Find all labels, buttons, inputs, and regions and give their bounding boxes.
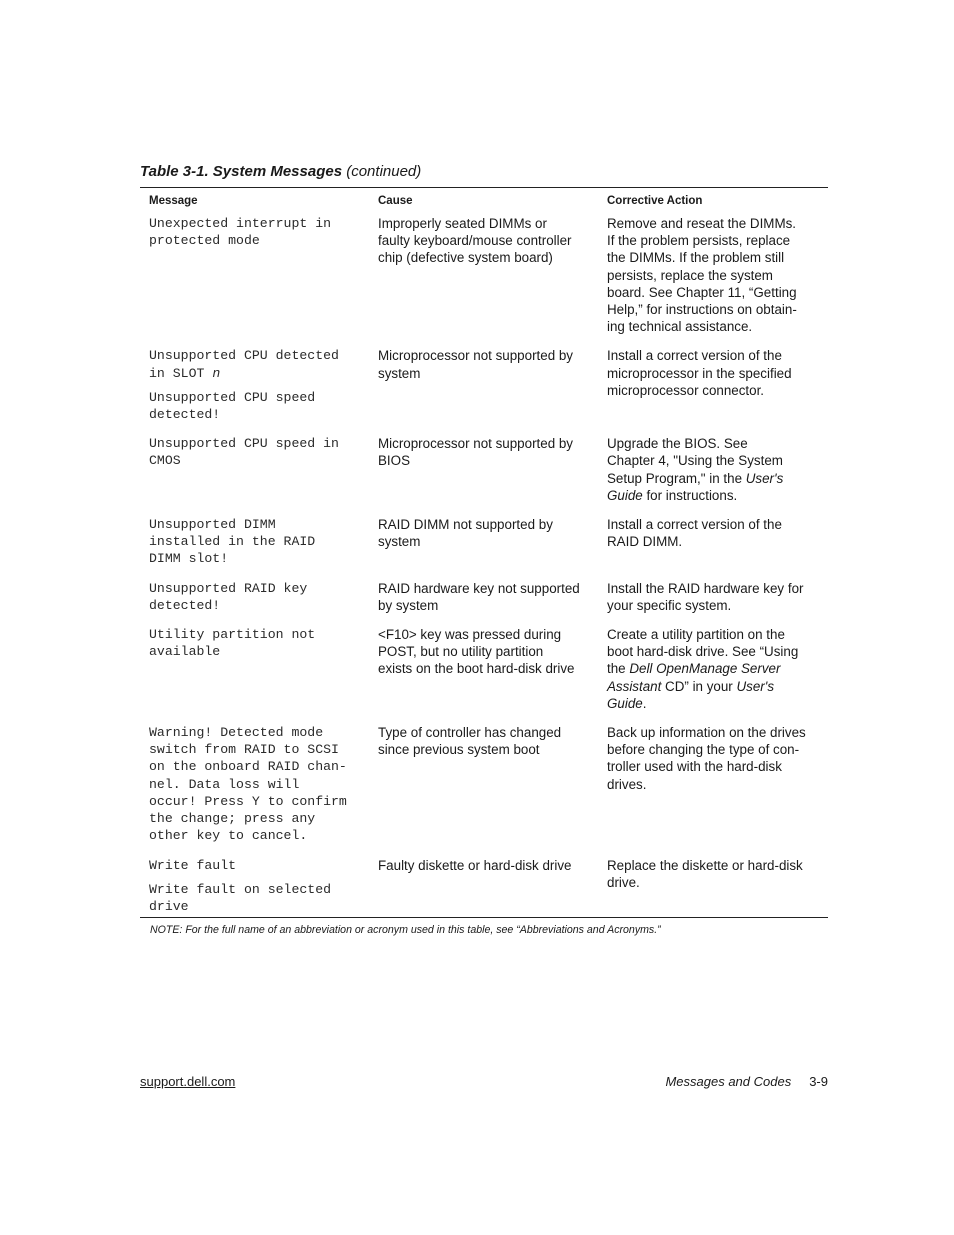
action-text: CD” in your bbox=[661, 678, 737, 694]
table-row bbox=[140, 724, 828, 856]
users-guide-title: User's Guide bbox=[607, 470, 784, 503]
table-caption bbox=[140, 163, 421, 180]
cause-cell: Faulty diskette or hard-disk drive bbox=[378, 857, 572, 873]
users-guide-title: User's Guide bbox=[607, 678, 775, 711]
action-cell bbox=[598, 626, 828, 724]
message-text: Utility partition not available bbox=[149, 627, 316, 660]
cause-cell: Microprocessor not supported by BIOS bbox=[378, 436, 574, 469]
cause-cell: Type of controller has changed since previous system boot bbox=[378, 725, 562, 758]
message-text: Warning! Detected mode switch from RAID to SCSI on the onboard RAID chan- nel. Data loss will occur! Press Y to confirm the change; press any other key to cancel. bbox=[149, 725, 347, 844]
message-text: Unsupported CPU speed in CMOS bbox=[149, 436, 339, 469]
cause-cell: RAID hardware key not supported by system bbox=[378, 580, 580, 613]
message-text: Unexpected interrupt in protected mode bbox=[149, 216, 332, 249]
action-cell bbox=[598, 435, 828, 516]
table-header-row bbox=[140, 188, 828, 215]
message-text: Write fault on selected drive bbox=[149, 881, 332, 914]
cause-cell: <F10> key was pressed during POST, but no utility partition exists on the boot hard-disk drive bbox=[378, 627, 575, 677]
action-cell: Install a correct version of the RAID DIMM. bbox=[607, 517, 782, 550]
message-text: Unsupported CPU speed detected! bbox=[149, 389, 316, 423]
message-cell bbox=[140, 215, 369, 347]
header-corrective-action: Corrective Action bbox=[607, 195, 703, 207]
table-row bbox=[140, 516, 828, 580]
message-cell bbox=[140, 516, 369, 580]
slot-variable: n bbox=[212, 365, 221, 381]
cause-cell: Improperly seated DIMMs or faulty keyboard/mouse controller chip (defective system board) bbox=[378, 216, 572, 266]
table-bottom-rule bbox=[140, 917, 828, 918]
action-cell: Remove and reseat the DIMMs. If the problem persists, replace the DIMMs. If the problem still persists, replace the system board. See Chapter 11, “Getting Help,” for instructions on obtain- ing technical assistance. bbox=[607, 216, 797, 335]
message-text bbox=[149, 347, 360, 381]
header-cause: Cause bbox=[378, 195, 413, 207]
action-text: Create a utility partition on the boot hard-disk drive. See “Using the bbox=[607, 627, 799, 677]
cause-cell: Microprocessor not supported by system bbox=[378, 348, 574, 381]
page-footer bbox=[665, 1074, 828, 1089]
table-row bbox=[140, 580, 828, 626]
message-text: Write fault bbox=[149, 857, 237, 873]
message-text-part: Unsupported CPU detected in SLOT bbox=[149, 348, 339, 381]
table-caption-continued: (continued) bbox=[346, 163, 422, 180]
message-cell bbox=[140, 626, 369, 724]
header-message: Message bbox=[149, 195, 198, 207]
table-caption-label: Table 3-1. System Messages bbox=[140, 163, 343, 180]
message-text: Unsupported RAID key detected! bbox=[149, 580, 308, 613]
page-number: 3-9 bbox=[809, 1074, 828, 1089]
action-text: for instructions. bbox=[642, 487, 738, 503]
cause-cell: RAID DIMM not supported by system bbox=[378, 517, 553, 550]
message-cell bbox=[140, 580, 369, 626]
section-name: Messages and Codes bbox=[665, 1074, 792, 1089]
message-cell bbox=[140, 347, 369, 435]
message-text: Unsupported DIMM installed in the RAID DIMM slot! bbox=[149, 517, 316, 567]
message-cell bbox=[140, 724, 369, 856]
action-cell: Install the RAID hardware key for your specific system. bbox=[607, 580, 804, 613]
message-cell bbox=[140, 435, 369, 516]
action-text: Upgrade the BIOS. See Chapter 4, "Using the System Setup Program," in the bbox=[607, 436, 783, 486]
action-cell: Replace the diskette or hard-disk drive. bbox=[607, 857, 803, 890]
action-text: . bbox=[642, 695, 647, 711]
table-note: NOTE: For the full name of an abbreviation or acronym used in this table, see “Abbreviations and Acronyms.” bbox=[150, 924, 661, 936]
openmanage-title: Dell OpenManage Server Assistant bbox=[607, 661, 781, 694]
table-row bbox=[140, 215, 828, 347]
action-cell: Back up information on the drives before changing the type of con- troller used with the hard-disk drives. bbox=[607, 725, 806, 792]
system-messages-table bbox=[140, 188, 828, 927]
support-link[interactable]: support.dell.com bbox=[140, 1074, 236, 1089]
table-row bbox=[140, 435, 828, 516]
table-row bbox=[140, 626, 828, 724]
table-row bbox=[140, 347, 828, 435]
action-cell: Install a correct version of the microprocessor in the specified microprocessor connector. bbox=[607, 348, 792, 398]
